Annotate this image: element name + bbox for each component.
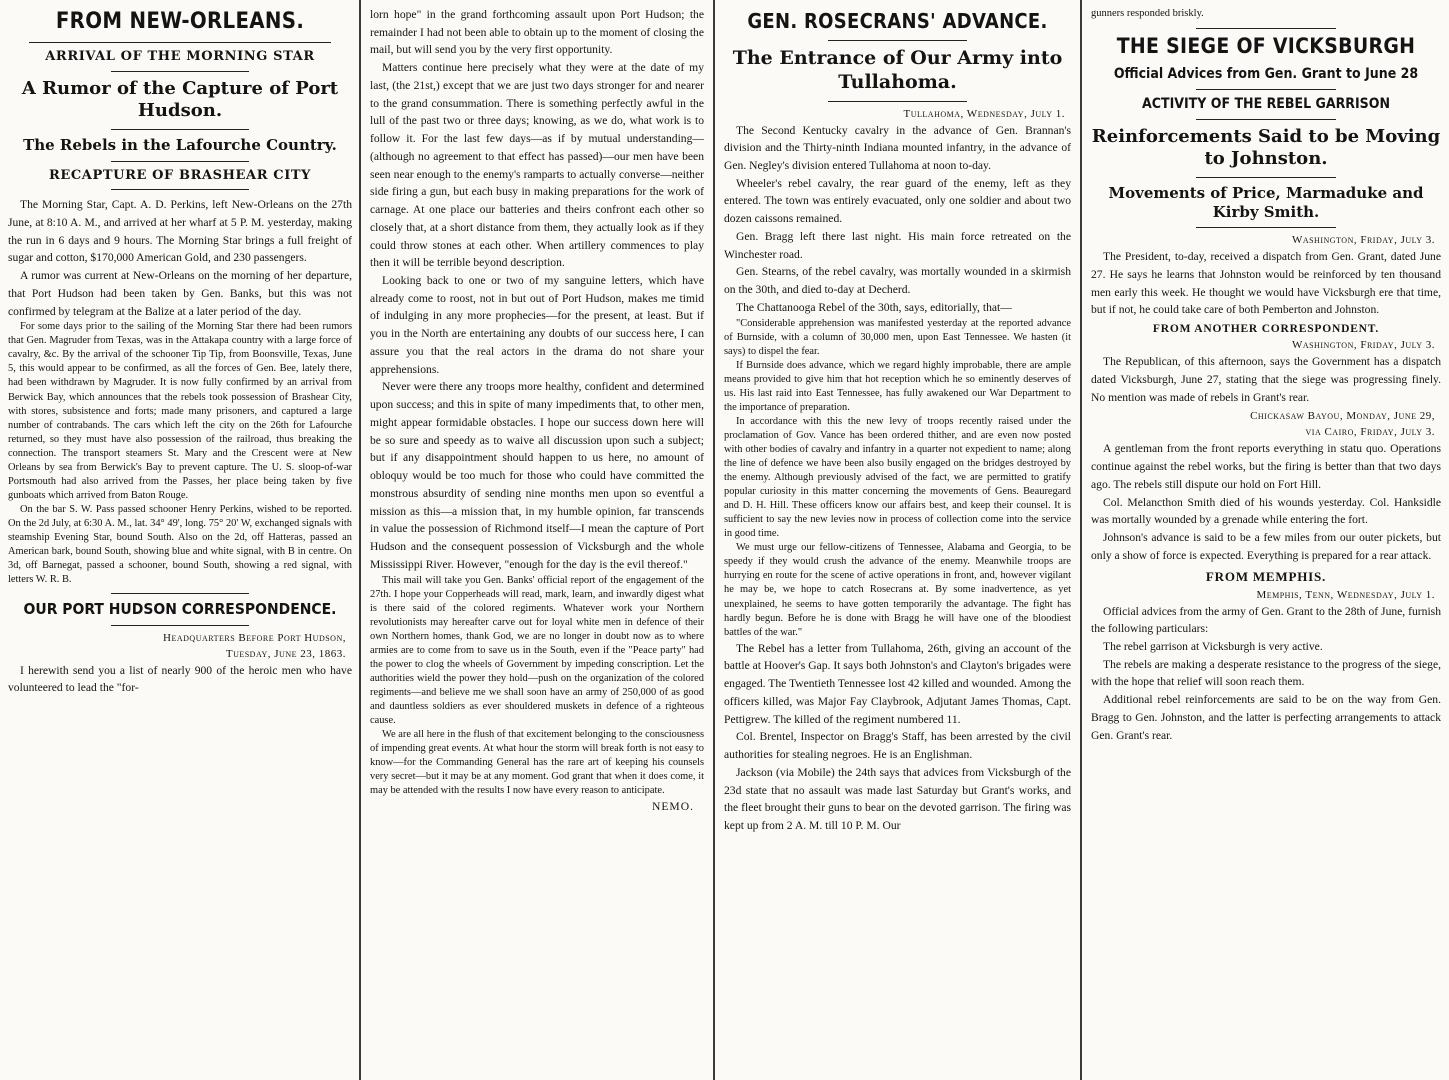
article-paragraph: Looking back to one or two of my sanguine letters, which have already come to roost, not in but out of Port Hudson, makes me timid of indulging in any more prophecies—for the present, at least. But if you in the North are entertaining any doubts of our success here, I can assure you that the real actors in the drama do not share your apprehensions.	[370, 274, 704, 376]
quoted-paragraph: We must urge our fellow-citizens of Tennessee, Alabama and Georgia, to be speedy if they would crush the advance of the enemy. Meanwhile troops are hurrying en route for the scene of active operations in front, and, however vigilant he may be, we hope to catch Rosecrans at. By some inadvertence, as yet unexplained, he seems to have gotten temporarily the advantage. The fight has hardly begun. Before he is done with Bragg he will have one of the bloodiest battles of the war."	[724, 542, 1071, 638]
divider	[828, 101, 967, 102]
dateline: Washington, Friday, July 3.	[1291, 339, 1435, 352]
article-paragraph: Wheeler's rebel cavalry, the rear guard of the enemy, left as they entered. The town was entirely evacuated, only one soldier and about two dozen caissons remained.	[724, 176, 1071, 226]
divider	[1196, 177, 1336, 178]
divider	[29, 42, 332, 43]
divider	[828, 40, 967, 41]
dateline: Washington, Friday, July 3.	[1291, 234, 1435, 247]
subhead-from-memphis: FROM MEMPHIS.	[1205, 568, 1327, 584]
divider	[1196, 227, 1336, 228]
divider	[111, 625, 249, 626]
article-paragraph: A gentleman from the front reports everything in statu quo. Operations continue against the rebel works, but the firing is better than that two days ago. The rebels still dispute our hold on Fort Hill.	[1091, 442, 1441, 491]
quoted-paragraph: "Considerable apprehension was manifested yesterday at the reported advance of Burnside, with a column of 30,000 men, upon East Tennessee. We hasten (it says) to dispel the fear.	[724, 317, 1071, 357]
dateline: Tuesday, June 23, 1863.	[225, 647, 346, 660]
article-paragraph: We are all here in the flush of that excitement belonging to the consciousness of impending great events. At what hour the storm will break forth is not easy to know—for the Commanding General has the rare art of keeping his counsels very secret—but it may be at any moment. God grant that when it does come, it may be attended with the results I now have every reason to anticipate.	[370, 729, 704, 797]
article-paragraph: The Chattanooga Rebel of the 30th, says, editorially, that—	[736, 300, 1012, 314]
article-paragraph: This mail will take you Gen. Banks' official report of the engagement of the 27th. I hope your Copperheads will read, mark, learn, and inwardly digest what is there said of the colored regiments. Whatever work your Northern revolutionists may hereafter carve out for loyal white men in defence of their own Northern homes, thank God, we are no longer in doubt now as to where armies are to come from to save us in the South, even if the "Peace party" had the power to clog the wheels of Government by impeding conscription. Let the authorities wield the power they hold—push on the organization of the colored regiments—and believe me we shall soon have an army of 250,000 of as good and dauntless soldiers as ever shouldered muskets in defence of a righteous cause.	[370, 574, 704, 726]
divider	[1196, 119, 1336, 120]
article-paragraph: The Republican, of this afternoon, says the Government has a dispatch dated Vicksburgh, June 27, stating that the siege was progressing finely. No mention was made of rebels in Grant's rear.	[1091, 355, 1441, 404]
article-paragraph: Additional rebel reinforcements are said to be on the way from Gen. Bragg to Gen. Johnston, and the latter is perfecting arrangements to attack Gen. Grant's rear.	[1091, 693, 1441, 742]
dateline: Tullahoma, Wednesday, July 1.	[903, 107, 1065, 120]
divider	[111, 129, 249, 130]
deck-rebels-lafourche: The Rebels in the Lafourche Country.	[23, 135, 337, 154]
divider	[111, 189, 249, 190]
article-paragraph: Gen. Stearns, of the rebel cavalry, was mortally wounded in a skirmish on the 30th, and died to-day at Decherd.	[724, 265, 1071, 297]
article-paragraph: The Morning Star, Capt. A. D. Perkins, left New-Orleans on the 27th June, at 8:10 A. M., and arrived at her wharf at 5 P. M. yesterday, making the run in 6 days and 9 hours. The Morning Star brings a full freight of sugar and cotton, $170,000 American Gold, and 230 passengers.	[8, 198, 352, 265]
article-paragraph: The President, to-day, received a dispatch from Gen. Grant, dated June 27. He says he learns that Johnston would be reinforced by ten thousand men early this week. He thought we would have Vicksburgh ere that time, but if not, he could take care of both Pemberton and Johnston.	[1091, 250, 1441, 317]
column-vicksburgh	[1083, 0, 1449, 1080]
article-paragraph: gunners responded briskly.	[1091, 8, 1204, 19]
divider	[1196, 89, 1336, 90]
subhead-another-correspondent: FROM ANOTHER CORRESPONDENT.	[1152, 323, 1380, 336]
dateline: via Cairo, Friday, July 3.	[1305, 426, 1435, 439]
article-paragraph: Never were there any troops more healthy, confident and determined upon success; and this in spite of many impediments that, to other men, might appear formidable obstacles. I hope our success down here will be so sure and speedy as to waive all discussion upon such a subject; but if any disappointment should happen to us here, no amount of obloquy would be too much for those who could have committed the monstrous absurdity of sending nine months men upon so eventful a mission as this—a mission that, in my humble opinion, far transcends in value the possession of Richmond itself—I mean the capture of Port Hudson and the consequent possession of Vicksburgh and the whole Mississippi River. However, "enough for the day is the evil thereof."	[370, 380, 704, 571]
article-paragraph: The rebel garrison at Vicksburgh is very active.	[1103, 640, 1323, 653]
divider	[111, 161, 249, 162]
column-port-hudson-letter	[362, 0, 712, 1080]
divider	[1196, 28, 1336, 29]
quoted-paragraph: If Burnside does advance, which we regard highly improbable, there are ample means provided to give him that hot reception which he so eminently deserves of us. His last raid into East Tennessee, has fully awakened our War Department to the importance of preparation.	[724, 359, 1071, 413]
article-paragraph: A rumor was current at New-Orleans on the morning of her departure, that Port Hudson had been taken by Gen. Banks, but this was not confirmed by telegram at the Balize at a later period of the day.	[8, 269, 352, 318]
deck-tullahoma: The Entrance of Our Army into Tullahoma.	[732, 47, 1063, 93]
headline-rosecrans: GEN. ROSECRANS' ADVANCE.	[747, 9, 1048, 33]
article-paragraph: lorn hope" in the grand forthcoming assault upon Port Hudson; the remainder I had not been able to obtain up to the moment of closing the mail, but will send you by the very first opportunity.	[370, 8, 704, 57]
article-paragraph: For some days prior to the sailing of the Morning Star there had been rumors that Gen. Magruder from Texas, was in the Attakapa country with a large force of cavalry, &c. By the arrival of the schooner Tip Tip, from Boonsville, Texas, June 5, this would appear to be confirmed, as all the forces of Gen. Bee, lately there, had been withdrawn by Magruder. It is now fully confirmed by an arrival from Berwick Bay, which announces that the rebels took possession of Brashear City, with stores, subsistence and forts; made many prisoners, and captured a large number of contrabands. The cars which left the city on the 26th for Lafourche returned, so they must have also possession of the railroad, thus breaking the connection. The transport steamers St. Mary and the Crescent were at New Orleans by sea from Berwick's Bay to prevent capture. The U. S. sloop-of-war Portsmouth had also arrived from the Passes, her place being taken by five gunboats which arrived from Baton Rouge.	[8, 321, 352, 501]
deck-morning-star: ARRIVAL OF THE MORNING STAR	[45, 49, 315, 65]
column-rosecrans	[716, 0, 1079, 1080]
article-paragraph: Col. Melancthon Smith died of his wounds yesterday. Col. Hanksidle was mortally wounded by a grenade while entering the fort.	[1091, 495, 1441, 527]
column-rule	[359, 0, 361, 1080]
article-paragraph: Johnson's advance is said to be a few miles from our outer pickets, but only a show of force is expected. Everything is prepared for a rear attack.	[1091, 531, 1441, 562]
divider	[111, 593, 249, 594]
article-paragraph: On the bar S. W. Pass passed schooner Henry Perkins, wished to be reported. On the 2d July, at 6:30 A. M., lat. 34° 49', long. 75° 20' W, exchanged signals with steamship Evening Star, bound South. Also on the 2d, off Hatteras, passed an American bark, bound South, showing blue and white signal, with B in centre. On 3d, off Barnegat, passed a schooner, bound South, showing a red signal, with letters W. R. B.	[8, 503, 352, 586]
dateline: Chickasaw Bayou, Monday, June 29,	[1250, 410, 1435, 423]
headline-new-orleans: FROM NEW-ORLEANS.	[55, 9, 305, 34]
headline-siege-vicksburgh: THE SIEGE OF VICKSBURGH	[1116, 34, 1416, 59]
deck-reinforcements: Reinforcements Said to be Moving to Johnston.	[1091, 125, 1441, 170]
dateline: Memphis, Tenn, Wednesday, July 1.	[1256, 588, 1435, 601]
article-paragraph: The Second Kentucky cavalry in the advance of Gen. Brannan's division and the Thirty-ninth Indiana mounted infantry, in the advance of Gen. Negley's division entered Tullahoma at noon to-day.	[724, 123, 1071, 172]
article-paragraph: Col. Brentel, Inspector on Bragg's Staff, has been arrested by the civil authorities for stealing negroes. He is an Englishman.	[724, 730, 1071, 762]
article-paragraph: I herewith send you a list of nearly 900 of the heroic men who have volunteered to lead the "for-	[8, 663, 352, 695]
article-paragraph: Gen. Bragg left there last night. His main force retreated on the Winchester road.	[724, 229, 1071, 261]
column-new-orleans	[0, 0, 360, 1080]
column-rule	[1080, 0, 1082, 1080]
deck-price-marmaduke: Movements of Price, Marmaduke and Kirby Smith.	[1108, 183, 1424, 221]
article-paragraph: The rebels are making a desperate resistance to the progress of the siege, with the hope that relief will soon reach them.	[1091, 657, 1441, 689]
deck-rumor-port-hudson: A Rumor of the Capture of Port Hudson.	[21, 77, 339, 122]
column-rule	[713, 0, 715, 1080]
deck-brashear-city: RECAPTURE OF BRASHEAR CITY	[48, 167, 312, 183]
quoted-paragraph: In accordance with this the new levy of troops recently raised under the proclamation of Gov. Vance has been ordered thither, and are even now posted with other bodies of cavalry and infantry in a quarter not expedient to name; along the line of defence we have been also busily engaged on the bridges destroyed by the enemy. Although previously advised of the fact, we are permitted to gratify popular curiosity in this matter concerning the movements of Gens. Beauregard and D. H. Hill. These officers know our affairs best, and keep their counsel. It is sufficient to say the new levies now in process of collection come into the service in good time.	[724, 415, 1071, 540]
headline-port-hudson-correspondence: OUR PORT HUDSON CORRESPONDENCE.	[23, 600, 337, 619]
dateline: Headquarters Before Port Hudson,	[163, 631, 346, 644]
deck-official-advices: Official Advices from Gen. Grant to June 28	[1113, 66, 1419, 83]
deck-rebel-garrison: ACTIVITY OF THE REBEL GARRISON	[1141, 95, 1390, 112]
article-paragraph: Jackson (via Mobile) the 24th says that advices from Vicksburgh of the 23d state that no assault was made last Saturday but Grant's works, and the fleet brought their guns to bear on the devoted garrison. The firing was kept up from 2 A. M. till 10 P. M. Our	[724, 765, 1071, 832]
signature: NEMO.	[651, 800, 694, 814]
article-paragraph: Matters continue here precisely what they were at the date of my last, (the 21st,) except that we are just two days stronger for and nearer to the grand consummation. There is something perfectly awful in the lull of the past two or three days; knowing, as we do, what work is to follow it. For the last few days—as if by mutual understanding—(although no agreement to that effect has passed)—our men have been seen near enough to the enemy's ramparts to actually converse—neither side firing a gun, but each busy in making preparations for the work of carnage. At one place our batteries and theirs confront each other so closely that, at a short distance from them, they actually look as if they could throw stones at each other. When artillery commences to play then it will be terrible beyond description.	[370, 61, 704, 270]
divider	[111, 71, 249, 72]
article-paragraph: Official advices from the army of Gen. Grant to the 28th of June, furnish the following particulars:	[1091, 604, 1441, 636]
article-paragraph: The Rebel has a letter from Tullahoma, 26th, giving an account of the battle at Hoover's Gap. It says both Johnston's and Clayton's brigades were engaged. The Twentieth Tennessee lost 42 killed and wounded. Among the officers killed, was Major Fay Claybrook, Adjutant James Thomas, Capt. Pettigrew. The killed of the regiment numbered 11.	[724, 641, 1071, 726]
